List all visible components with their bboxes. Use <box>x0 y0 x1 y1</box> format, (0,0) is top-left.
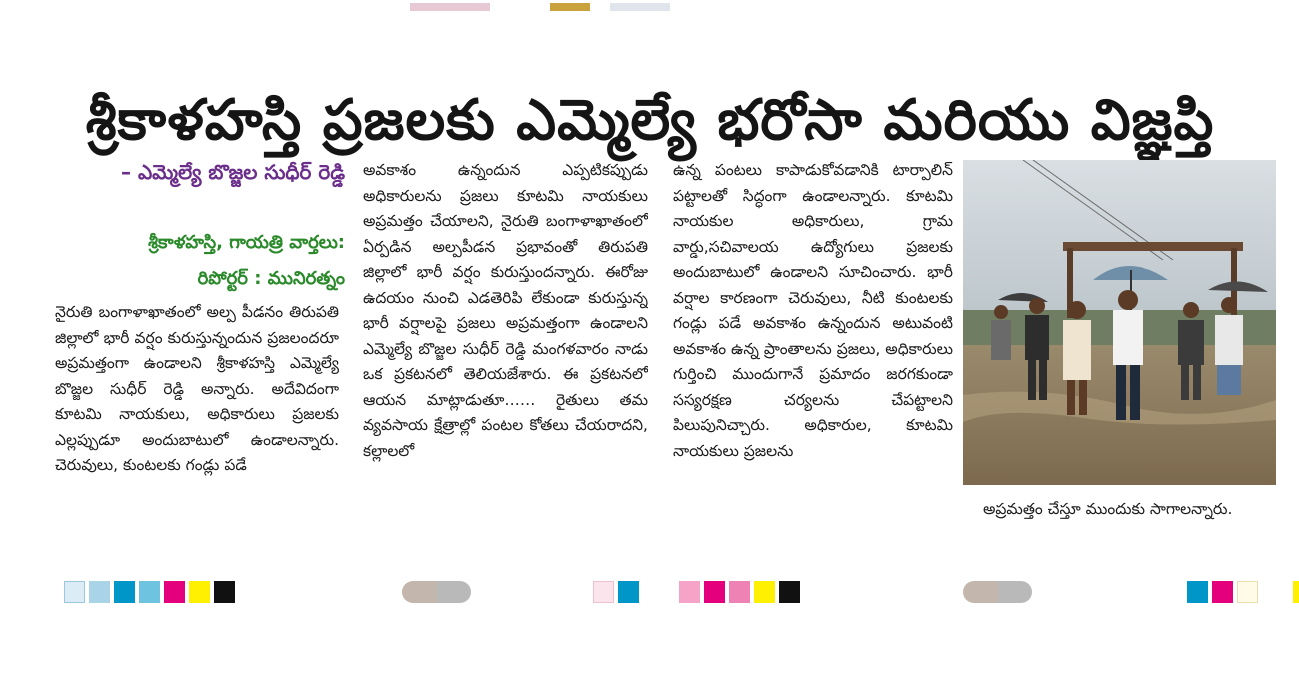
color-swatch <box>214 581 235 603</box>
article-column-2: అవకాశం ఉన్నందున ఎప్పటికప్పుడు అధికారులను ప్రజలు కూటమి నాయకులు అప్రమత్తం చేయాలని, నైరుతి బంగాళాఖాతంలో ఏర్పడిన అల్పపీడన ప్రభావంతో తిరుపతి జిల్లాలో భారీ వర్షం కురుస్తుందన్నారు. ఈరోజు ఉదయం నుంచి ఎడతెరిపి లేకుండా కురుస్తున్న భారీ వర్షాలపై ప్రజలు అప్రమత్తంగా ఉండాలని ఎమ్మెల్యే బొజ్జల సుధీర్ రెడ్డి మంగళవారం నాడు ఒక ప్రకటనలో తెలియజేశారు. ఈ ప్రకటనలో ఆయన మాట్లాడుతూ…… రైతులు తమ వ్యవసాయ క్షేత్రాల్లో పంటల కోతలు చేయరాదని, కల్లాలలో <box>363 161 648 460</box>
color-swatch <box>618 581 639 603</box>
color-swatch <box>89 581 110 603</box>
color-swatch <box>729 581 750 603</box>
gray-registration-mark <box>963 581 1032 603</box>
color-swatch <box>679 581 700 603</box>
news-photo <box>963 160 1276 485</box>
color-swatch <box>593 581 614 603</box>
color-swatch <box>1187 581 1208 603</box>
color-swatch <box>779 581 800 603</box>
color-bar-4 <box>1187 581 1283 603</box>
color-swatch <box>189 581 210 603</box>
color-swatch <box>139 581 160 603</box>
color-bar-1 <box>64 581 235 603</box>
headline: శ్రీకాళహస్తి ప్రజలకు ఎమ్మెల్యే భరోసా మరియు విజ్ఞప్తి <box>85 87 1215 153</box>
color-swatch <box>1212 581 1233 603</box>
byline: – ఎమ్మెల్యే బొజ్జల సుధీర్ రెడ్డి <box>121 160 345 184</box>
dateline: శ్రీకాళహస్తి, గాయత్రి వార్తలు: <box>148 232 345 253</box>
color-swatch <box>704 581 725 603</box>
article-column-3: ఉన్న పంటలు కాపాడుకోవడానికి టార్పాలిన్ పట్టాలతో సిద్ధంగా ఉండాలన్నారు. కూటమి నాయకుల అధికారులు, గ్రామ వార్డు,సచివాలయ ఉద్యోగులు ప్రజలకు అందుబాటులో ఉండాలని సూచించారు. భారీ వర్షాల కారణంగా చెరువులు, నీటి కుంటలకు గండ్లు పడే అవకాశం ఉన్నందున అటువంటి అవకాశం ఉన్న ప్రాంతాలను ప్రజలు, అధికారులు గుర్తించి ముందుగానే ప్రమాదం జరగకుండా సస్యరక్షణ చర్యలను చేపట్టాలని పిలుపునిచ్చారు. అధికారుల, కూటమి నాయకులు ప్రజలను <box>673 161 953 460</box>
top-color-strip <box>410 0 750 4</box>
color-bar-2 <box>593 581 639 603</box>
gray-registration-mark <box>402 581 471 603</box>
article-column-1: నైరుతి బంగాళాఖాతంలో అల్ప పీడనం తిరుపతి జిల్లాలో భారీ వర్షం కురుస్తున్నందున ప్రజలందరూ అప్రమత్తంగా ఉండాలని శ్రీకాళహస్తి ఎమ్మెల్యే బొజ్జల సుధీర్ రెడ్డి అన్నారు. అదేవిదంగా కూటమి నాయకులు, అధికారులు ప్రజలకు ఎల్లప్పుడూ అందుబాటులో ఉండాలన్నారు. చెరువులు, కుంటలకు గండ్లు పడే <box>55 303 339 474</box>
color-bar-3 <box>679 581 800 603</box>
photo-caption: అప్రమత్తం చేస్తూ ముందుకు సాగాలన్నారు. <box>983 500 1233 518</box>
color-swatch <box>754 581 775 603</box>
color-swatch <box>1262 581 1283 603</box>
color-swatch <box>114 581 135 603</box>
photo-mla-rain-inspection-icon <box>963 160 1276 485</box>
color-swatch <box>164 581 185 603</box>
color-swatch <box>1293 581 1299 603</box>
color-swatch <box>1237 581 1258 603</box>
color-swatch <box>64 581 85 603</box>
reporter-credit: రిపోర్టర్ : మునిరత్నం <box>197 268 345 289</box>
